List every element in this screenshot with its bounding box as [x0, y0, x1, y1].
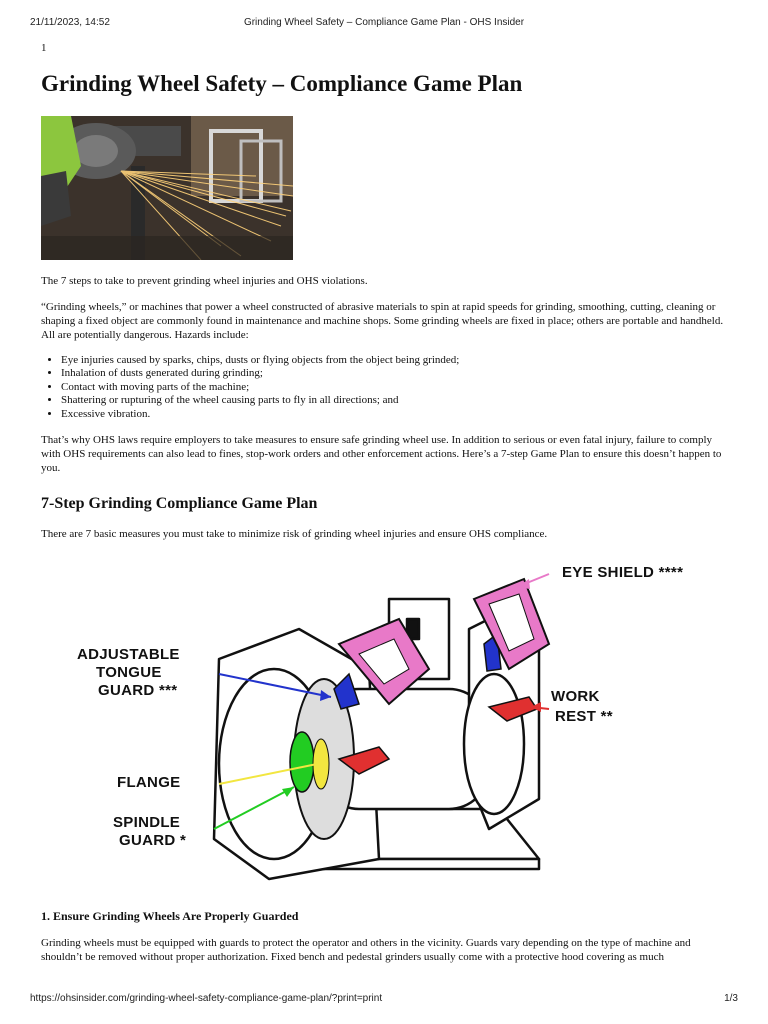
- hero-image: [41, 116, 293, 260]
- print-url: https://ohsinsider.com/grinding-wheel-safety-compliance-game-plan/?print=print: [30, 993, 383, 1004]
- hazard-list: [61, 354, 729, 422]
- step-1-title: 1. Ensure Grinding Wheels Are Properly Guarded: [41, 909, 299, 924]
- list-item: • Inhalation of dusts generated during grinding;: [61, 367, 729, 381]
- page-marker: 1: [41, 42, 47, 54]
- print-header: [30, 17, 738, 31]
- label-spindle-guard-1: SPINDLE: [113, 814, 181, 832]
- label-tongue-guard-1: ADJUSTABLE: [77, 646, 180, 664]
- list-item: • Shattering or rupturing of the wheel causing parts to fly in all directions; and: [61, 394, 729, 408]
- article: [41, 42, 729, 976]
- print-page-number: 1/3: [724, 993, 738, 1004]
- label-work-rest-1: WORK: [551, 688, 600, 706]
- print-datetime: 21/11/2023, 14:52: [30, 17, 110, 28]
- grinder-diagram: [69, 559, 709, 889]
- label-eye-shield: EYE SHIELD ****: [562, 564, 684, 582]
- print-footer: [30, 993, 738, 1007]
- print-page-title: Grinding Wheel Safety – Compliance Game Plan - OHS Insider: [243, 17, 525, 28]
- flange-part: [290, 732, 314, 792]
- article-title: Grinding Wheel Safety – Compliance Game Plan: [41, 71, 523, 96]
- list-item: • Contact with moving parts of the machine;: [61, 381, 729, 395]
- list-item: • Excessive vibration.: [61, 408, 729, 422]
- article-paragraph-2: That’s why OHS laws require employers to take measures to ensure safe grinding wheel use. In addition to serious or even fatal injury, failure to comply with OHS requirements can also lead to fines, stop-work orders and other enforcement actions. Here’s a 7-step Game Plan to ensure this doesn’t happen to you.: [41, 434, 722, 475]
- label-spindle-guard-2: GUARD *: [119, 832, 187, 850]
- list-item: • Eye injuries caused by sparks, chips, dusts or flying objects from the object being grinded;: [61, 354, 729, 368]
- label-work-rest-2: REST **: [555, 708, 613, 726]
- article-intro: The 7 steps to take to prevent grinding wheel injuries and OHS violations.: [41, 274, 368, 287]
- label-tongue-guard-2: TONGUE: [96, 664, 162, 682]
- label-flange: FLANGE: [117, 774, 181, 792]
- article-paragraph-1: “Grinding wheels,” or machines that power a wheel constructed of abrasive materials to spin at rapid speeds for grinding, smoothing, cutting, cleaning or shaping a fixed object are commonly found in maintenance and machine shops. Some grinding wheels are fixed in place; others are portable and handheld. All are potentially dangerous. Hazards include:: [41, 300, 724, 341]
- section-intro: There are 7 basic measures you must take to minimize risk of grinding wheel injuries and ensure OHS compliance.: [41, 528, 548, 541]
- step-1-text: Grinding wheels must be equipped with guards to protect the operator and others in the vicinity. Guards vary depending on the type of machine and shouldn’t be removed without proper authorization. Fixed bench and pedestal grinders usually come with a protective hood covering as much: [41, 937, 691, 964]
- label-tongue-guard-3: GUARD ***: [98, 682, 178, 700]
- section-title: 7-Step Grinding Compliance Game Plan: [41, 495, 318, 513]
